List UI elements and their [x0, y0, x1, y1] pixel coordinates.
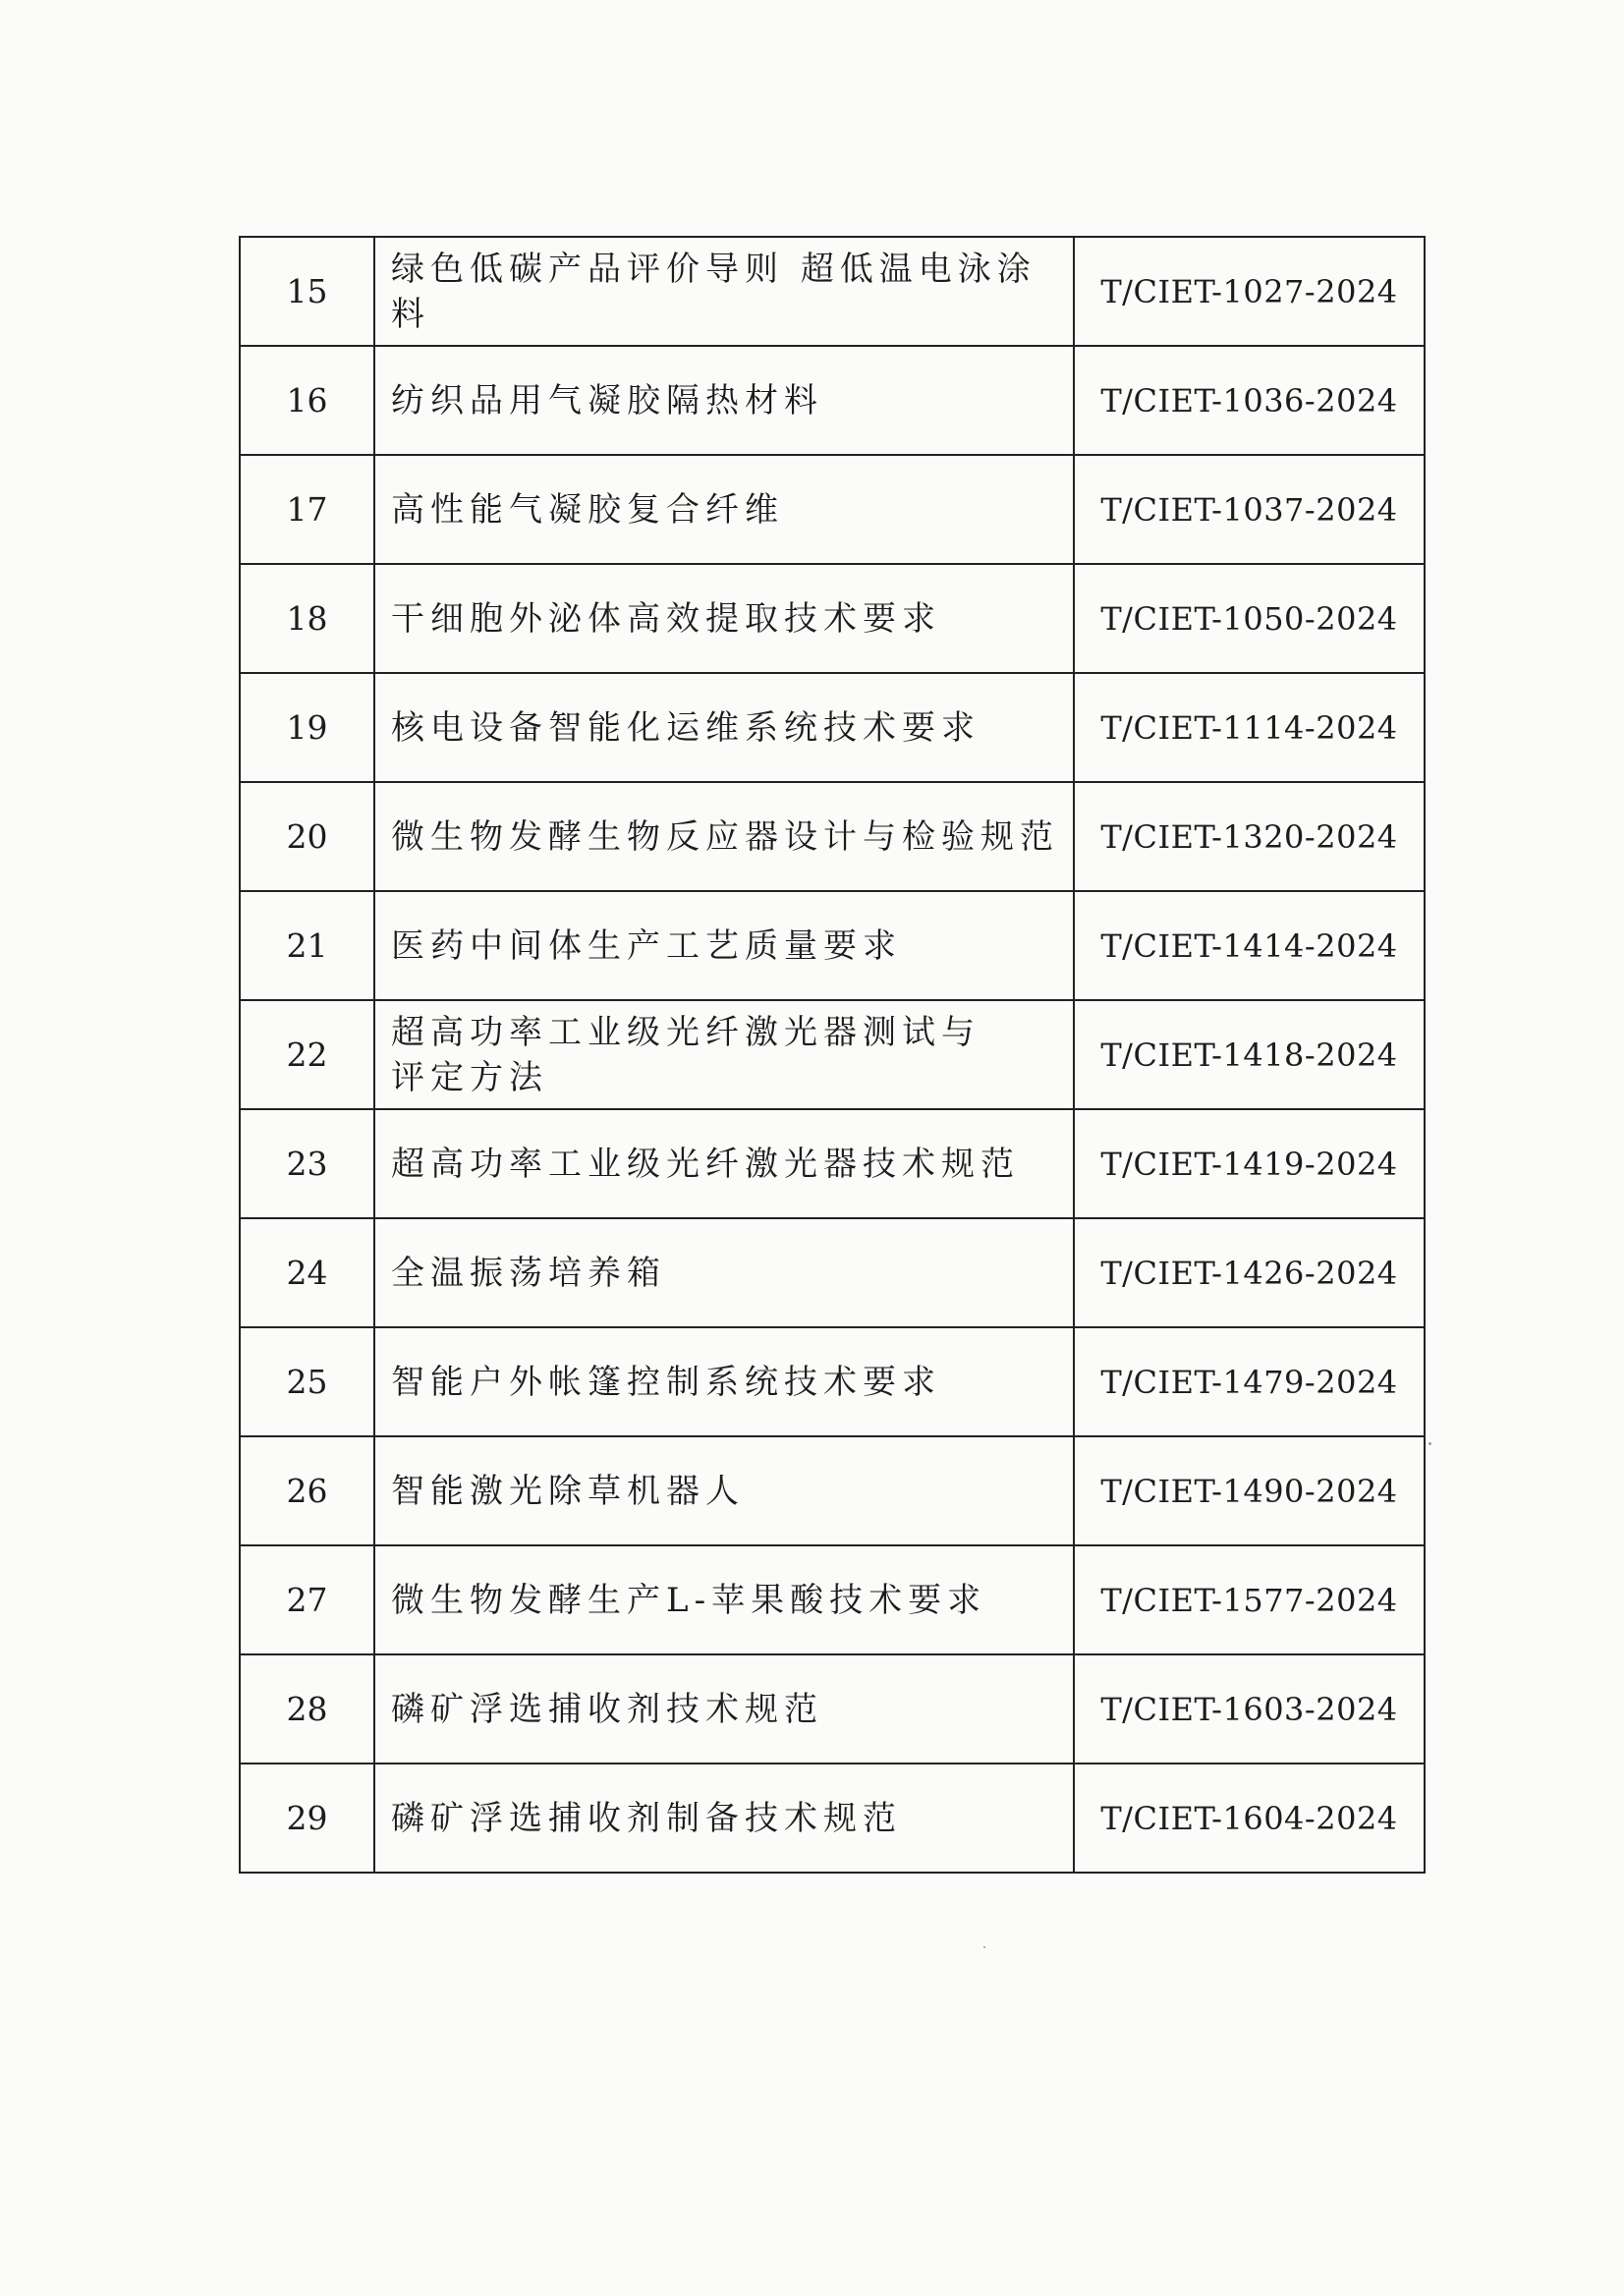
- table-row: [240, 455, 1425, 564]
- standard-code: T/CIET-1604-2024: [1074, 1764, 1425, 1873]
- row-number: 28: [240, 1654, 374, 1764]
- row-number: 15: [240, 237, 374, 346]
- table-row: [240, 1327, 1425, 1436]
- standard-name: 磷矿浮选捕收剂制备技术规范: [374, 1764, 1074, 1873]
- standard-code: T/CIET-1027-2024: [1074, 237, 1425, 346]
- scan-speck: [983, 1946, 985, 1948]
- scan-speck: [1428, 1442, 1431, 1445]
- row-number: 18: [240, 564, 374, 673]
- row-number: 17: [240, 455, 374, 564]
- row-number: 22: [240, 1000, 374, 1109]
- table-row: [240, 782, 1425, 891]
- standard-code: T/CIET-1036-2024: [1074, 346, 1425, 455]
- row-number: 27: [240, 1545, 374, 1654]
- standard-name: 智能户外帐篷控制系统技术要求: [374, 1327, 1074, 1436]
- row-number: 16: [240, 346, 374, 455]
- table-row: [240, 1545, 1425, 1654]
- standard-name: 磷矿浮选捕收剂技术规范: [374, 1654, 1074, 1764]
- standard-name: 微生物发酵生产L-苹果酸技术要求: [374, 1545, 1074, 1654]
- standard-code: T/CIET-1603-2024: [1074, 1654, 1425, 1764]
- table-row: [240, 673, 1425, 782]
- standard-name-line-2: 评定方法: [391, 1057, 548, 1097]
- table-row: [240, 1109, 1425, 1218]
- standard-name-line-1: 超高功率工业级光纤激光器测试与: [391, 1012, 980, 1052]
- row-number: 29: [240, 1764, 374, 1873]
- standard-name: 微生物发酵生物反应器设计与检验规范: [374, 782, 1074, 891]
- standard-code: T/CIET-1418-2024: [1074, 1000, 1425, 1109]
- table-row: [240, 1436, 1425, 1545]
- standard-code: T/CIET-1050-2024: [1074, 564, 1425, 673]
- row-number: 19: [240, 673, 374, 782]
- table-row: [240, 1218, 1425, 1327]
- standard-name: 全温振荡培养箱: [374, 1218, 1074, 1327]
- standard-name: 核电设备智能化运维系统技术要求: [374, 673, 1074, 782]
- standard-name: 绿色低碳产品评价导则 超低温电泳涂料: [374, 237, 1074, 346]
- standard-code: T/CIET-1414-2024: [1074, 891, 1425, 1000]
- row-number: 25: [240, 1327, 374, 1436]
- row-number: 23: [240, 1109, 374, 1218]
- row-number: 21: [240, 891, 374, 1000]
- table-row: [240, 1000, 1425, 1109]
- row-number: 20: [240, 782, 374, 891]
- table-row: [240, 891, 1425, 1000]
- standards-table: [239, 236, 1426, 1874]
- standard-code: T/CIET-1037-2024: [1074, 455, 1425, 564]
- standard-name: 智能激光除草机器人: [374, 1436, 1074, 1545]
- standard-code: T/CIET-1426-2024: [1074, 1218, 1425, 1327]
- standard-code: T/CIET-1114-2024: [1074, 673, 1425, 782]
- standard-name: 医药中间体生产工艺质量要求: [374, 891, 1074, 1000]
- standard-code: T/CIET-1490-2024: [1074, 1436, 1425, 1545]
- standard-name: 纺织品用气凝胶隔热材料: [374, 346, 1074, 455]
- table-row: [240, 346, 1425, 455]
- standard-code: T/CIET-1320-2024: [1074, 782, 1425, 891]
- standard-name: [374, 1000, 1074, 1109]
- standard-code: T/CIET-1577-2024: [1074, 1545, 1425, 1654]
- table-row: [240, 564, 1425, 673]
- standard-code: T/CIET-1479-2024: [1074, 1327, 1425, 1436]
- standard-name: 干细胞外泌体高效提取技术要求: [374, 564, 1074, 673]
- table-row: [240, 1654, 1425, 1764]
- row-number: 26: [240, 1436, 374, 1545]
- table-row: [240, 1764, 1425, 1873]
- standard-name: 高性能气凝胶复合纤维: [374, 455, 1074, 564]
- standard-name: 超高功率工业级光纤激光器技术规范: [374, 1109, 1074, 1218]
- standard-code: T/CIET-1419-2024: [1074, 1109, 1425, 1218]
- table-row: [240, 237, 1425, 346]
- row-number: 24: [240, 1218, 374, 1327]
